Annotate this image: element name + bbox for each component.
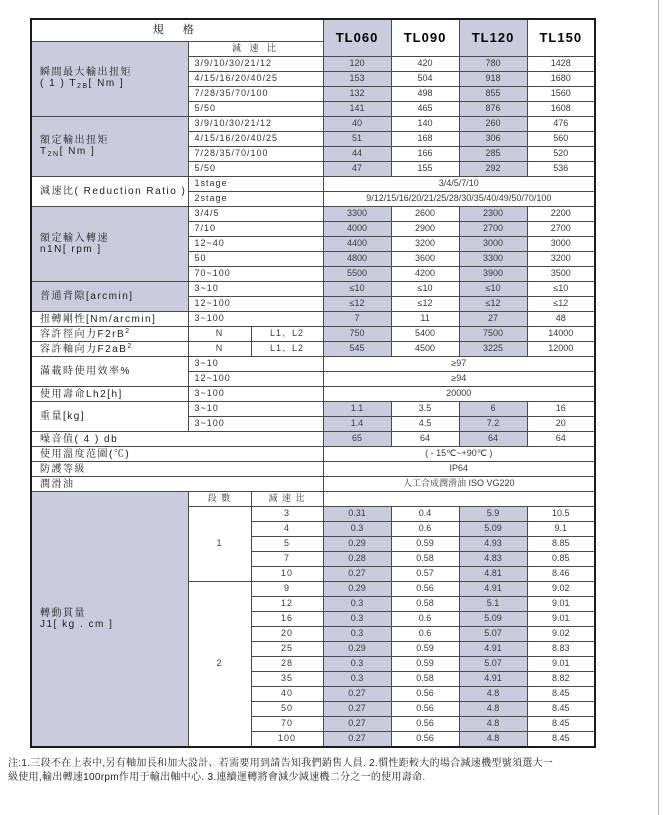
value-cell: 166 [391,147,459,162]
table-row [31,342,595,357]
value-cell: 0.6 [391,522,459,537]
value-cell: 0.27 [323,717,391,732]
value-cell: 0.6 [391,627,459,642]
empty-header-cell [323,492,595,507]
label-axial-load: 容許軸向力$F2aB^2$ [31,342,188,357]
ratio-cell: 40 [251,687,323,702]
label-inertia: 轉動貫量 J1[ kg . cm ] [31,492,188,748]
value-cell: 8.45 [527,687,595,702]
value-cell: 0.56 [391,687,459,702]
value-cell: 876 [459,102,527,117]
value-span-cell: IP64 [323,462,595,477]
ratio-range-cell: 3~100 [188,312,323,327]
value-cell: 4.81 [459,567,527,582]
value-cell: 9.02 [527,582,595,597]
footnote [8,757,658,785]
value-cell: 0.29 [323,642,391,657]
value-cell: 16 [527,402,595,417]
table-row [31,387,595,402]
ratio-col-header: 減 速 比 [251,492,323,507]
value-cell: 0.3 [323,672,391,687]
ratio-range-cell: 12~100 [188,297,323,312]
ratio-range-cell: 1stage [188,177,323,192]
value-cell: 64 [459,432,527,447]
ratio-cell: 5 [251,537,323,552]
value-cell: 5.09 [459,522,527,537]
value-cell: 4.8 [459,687,527,702]
value-cell: 120 [323,57,391,72]
value-cell: ≤10 [459,282,527,297]
spec-table [30,18,596,748]
sub-split-cell: L1、L2 [251,327,323,342]
value-cell: 5.1 [459,597,527,612]
value-cell: 168 [391,132,459,147]
spec-header-cell: 規 格 [31,19,323,42]
value-cell: 4.91 [459,672,527,687]
label-lubricant: 潤滑油 [31,477,323,492]
label-temperature: 使用溫度范圍(℃) [31,447,323,462]
stage-cell: 1 [188,507,251,582]
value-cell: 2300 [459,207,527,222]
header-row [31,19,595,42]
ratio-cell: 20 [251,627,323,642]
value-cell: 9.01 [527,612,595,627]
value-cell: 4.93 [459,537,527,552]
footnote-line: 注:1.三段不在上表中,另有軸加長和加大設計、若需要用到請告知我們銷售人員. 2.慣性距較大的場合減速機型號須選大一 [8,758,554,769]
label-radial-load: 容許徑向力$F2rB^2$ [31,327,188,342]
table-row [31,357,595,372]
value-cell: 4.91 [459,582,527,597]
value-cell: 0.56 [391,582,459,597]
model-header-tl060: TL060 [323,19,391,57]
value-cell: 65 [323,432,391,447]
ratio-cell: 28 [251,657,323,672]
value-cell: 2200 [527,207,595,222]
value-cell: 4200 [391,267,459,282]
value-cell: 4.91 [459,642,527,657]
value-cell: 6 [459,402,527,417]
value-span-cell: ( - 15℃~+90℃ ) [323,447,595,462]
sub-split-cell: N [188,342,251,357]
label-noise: 噪音值( 4 ) db [31,432,323,447]
table-row [31,117,595,132]
ratio-cell: 50 [251,702,323,717]
table-row [31,447,595,462]
value-cell: 1.1 [323,402,391,417]
table-row [31,177,595,192]
value-cell: 292 [459,162,527,177]
sub-split-cell: L1、L2 [251,342,323,357]
value-cell: 9.01 [527,657,595,672]
ratio-range-cell: 3/9/10/30/21/12 [188,117,323,132]
value-span-cell: 人工合成潤滑油 ISO VG220 [323,477,595,492]
ratio-range-cell: 3/4/5 [188,207,323,222]
label-weight: 重量[kg] [31,402,188,432]
value-cell: 306 [459,132,527,147]
ratio-range-cell: 2stage [188,192,323,207]
ratio-range-cell: 3~10 [188,282,323,297]
value-cell: 132 [323,87,391,102]
value-cell: 8.46 [527,567,595,582]
value-cell: ≤12 [527,297,595,312]
value-cell: 498 [391,87,459,102]
model-header-tl120: TL120 [459,19,527,57]
ratio-cell: 70 [251,717,323,732]
value-cell: 0.6 [391,612,459,627]
value-cell: 918 [459,72,527,87]
ratio-range-cell: 5/50 [188,162,323,177]
value-cell: 476 [527,117,595,132]
label-backlash: 普通背隙[arcmin] [31,282,188,312]
value-cell: 44 [323,147,391,162]
value-cell: ≤10 [323,282,391,297]
ratio-cell: 4 [251,522,323,537]
value-cell: 3000 [527,237,595,252]
table-row [31,432,595,447]
ratio-range-cell: 3~10 [188,402,323,417]
footnote-line: 級使用,輸出轉速100rpm作用于輸出軸中心. 3.連續運轉將會減少減速機二分之一的使用壽命. [8,772,426,783]
value-cell: 465 [391,102,459,117]
value-cell: 0.58 [391,552,459,567]
ratio-cell: 9 [251,582,323,597]
table-row [31,327,595,342]
value-cell: 141 [323,102,391,117]
ratio-cell: 12 [251,597,323,612]
value-cell: 155 [391,162,459,177]
value-cell: 64 [527,432,595,447]
value-cell: 0.58 [391,672,459,687]
value-cell: 3300 [459,252,527,267]
value-cell: 140 [391,117,459,132]
value-cell: 47 [323,162,391,177]
value-span-cell: 9/12/15/16/20/21/25/28/30/35/40/49/50/70/100 [323,192,595,207]
value-cell: 0.28 [323,552,391,567]
value-cell: 1428 [527,57,595,72]
value-cell: 1680 [527,72,595,87]
value-cell: 0.31 [323,507,391,522]
value-cell: 8.45 [527,732,595,748]
ratio-range-cell: 12~40 [188,237,323,252]
value-cell: 4.8 [459,732,527,748]
value-cell: 4.8 [459,702,527,717]
value-cell: 0.57 [391,567,459,582]
table-row [31,282,595,297]
model-header-tl090: TL090 [391,19,459,57]
ratio-cell: 35 [251,672,323,687]
value-cell: 2700 [527,222,595,237]
value-cell: 9.1 [527,522,595,537]
value-cell: 2600 [391,207,459,222]
spec-table-body [31,19,595,747]
value-cell: 750 [323,327,391,342]
value-cell: 51 [323,132,391,147]
value-cell: 3300 [323,207,391,222]
value-cell: 0.4 [391,507,459,522]
value-cell: 5400 [391,327,459,342]
value-cell: 9.01 [527,597,595,612]
value-cell: 0.29 [323,582,391,597]
value-cell: 3.5 [391,402,459,417]
value-cell: ≤12 [323,297,391,312]
ratio-range-cell: 3~100 [188,387,323,402]
ratio-range-cell: 5/50 [188,102,323,117]
value-cell: 0.29 [323,537,391,552]
value-cell: 64 [391,432,459,447]
value-cell: 1560 [527,87,595,102]
ratio-range-cell: 7/28/35/70/100 [188,147,323,162]
ratio-cell: 10 [251,567,323,582]
ratio-cell: 7 [251,552,323,567]
value-cell: 3225 [459,342,527,357]
value-cell: 545 [323,342,391,357]
value-cell: 0.3 [323,612,391,627]
sub-split-cell: N [188,327,251,342]
value-cell: 0.27 [323,687,391,702]
value-cell: 4800 [323,252,391,267]
value-cell: 40 [323,117,391,132]
value-cell: 0.59 [391,657,459,672]
ratio-range-cell: 4/15/16/20/40/25 [188,72,323,87]
value-cell: 3000 [459,237,527,252]
value-cell: 7 [323,312,391,327]
value-cell: 0.58 [391,597,459,612]
value-cell: 10.5 [527,507,595,522]
value-span-cell: ≥97 [323,357,595,372]
ratio-range-cell: 7/10 [188,222,323,237]
value-cell: 9.02 [527,627,595,642]
value-cell: 0.3 [323,627,391,642]
value-cell: ≤12 [391,297,459,312]
ratio-cell: 16 [251,612,323,627]
value-cell: 14000 [527,327,595,342]
value-cell: 0.27 [323,567,391,582]
value-cell: 5.9 [459,507,527,522]
value-span-cell: 20000 [323,387,595,402]
value-cell: 5500 [323,267,391,282]
label-torsional-stiffness: 扭轉剛性[Nm/arcmin] [31,312,188,327]
label-protection: 防護等級 [31,462,323,477]
value-cell: 504 [391,72,459,87]
value-cell: 8.45 [527,702,595,717]
ratio-range-cell: 3/9/10/30/21/12 [188,57,323,72]
value-cell: 0.3 [323,597,391,612]
value-cell: 3600 [391,252,459,267]
value-cell: 0.3 [323,522,391,537]
label-rated-output-torque: 額定輸出扭矩 $T_{2N}$[ Nm ] [31,117,188,177]
label-efficiency: 滿載時使用效率% [31,357,188,387]
label-service-life: 使用壽命Lh2[h] [31,387,188,402]
value-span-cell: ≥94 [323,372,595,387]
value-cell: 4500 [391,342,459,357]
value-cell: 3500 [527,267,595,282]
value-cell: ≤10 [527,282,595,297]
value-cell: 48 [527,312,595,327]
value-cell: 153 [323,72,391,87]
value-cell: 3900 [459,267,527,282]
value-cell: 4.83 [459,552,527,567]
value-cell: 2900 [391,222,459,237]
value-cell: 0.56 [391,732,459,748]
value-cell: 3200 [391,237,459,252]
value-cell: 5.07 [459,657,527,672]
value-cell: 0.85 [527,552,595,567]
ratio-cell: 100 [251,732,323,748]
value-cell: 2700 [459,222,527,237]
value-cell: ≤10 [391,282,459,297]
value-cell: 27 [459,312,527,327]
value-cell: 20 [527,417,595,432]
value-cell: 4.5 [391,417,459,432]
value-cell: 260 [459,117,527,132]
value-cell: 0.59 [391,642,459,657]
ratio-cell: 25 [251,642,323,657]
value-cell: 1608 [527,102,595,117]
value-cell: 285 [459,147,527,162]
table-row [31,312,595,327]
ratio-range-cell: 7/28/35/70/100 [188,87,323,102]
value-cell: 7500 [459,327,527,342]
value-cell: ≤12 [459,297,527,312]
value-cell: 560 [527,132,595,147]
table-row [31,207,595,222]
ratio-cell: 3 [251,507,323,522]
value-cell: 5.07 [459,627,527,642]
page-edge-line [658,0,659,815]
label-reduction-ratio: 減速比( Reduction Ratio ) [31,177,188,207]
value-cell: 3200 [527,252,595,267]
value-cell: 0.56 [391,702,459,717]
value-cell: 4000 [323,222,391,237]
stage-cell: 2 [188,582,251,748]
value-cell: 520 [527,147,595,162]
ratio-range-cell: 50 [188,252,323,267]
ratio-range-cell: 3~10 [188,357,323,372]
value-cell: 4.8 [459,717,527,732]
table-row [31,462,595,477]
value-cell: 8.85 [527,537,595,552]
value-cell: 8.45 [527,717,595,732]
value-cell: 12000 [527,342,595,357]
value-span-cell: 3/4/5/7/10 [323,177,595,192]
value-cell: 8.83 [527,642,595,657]
table-row [31,402,595,417]
value-cell: 0.3 [323,657,391,672]
value-cell: 8.82 [527,672,595,687]
value-cell: 0.56 [391,717,459,732]
table-row [31,492,595,507]
value-cell: 855 [459,87,527,102]
value-cell: 4400 [323,237,391,252]
ratio-range-cell: 12~100 [188,372,323,387]
ratio-subheader-cell: 減 速 比 [188,42,323,57]
ratio-range-cell: 4/15/16/20/40/25 [188,132,323,147]
value-cell: 0.27 [323,702,391,717]
value-cell: 780 [459,57,527,72]
value-cell: 420 [391,57,459,72]
value-cell: 7.2 [459,417,527,432]
value-cell: 1.4 [323,417,391,432]
table-row [31,477,595,492]
stage-col-header: 段 數 [188,492,251,507]
ratio-range-cell: 3~100 [188,417,323,432]
ratio-range-cell: 70~100 [188,267,323,282]
value-cell: 536 [527,162,595,177]
value-cell: 0.27 [323,732,391,748]
label-max-output-torque: 瞬間最大輸出扭矩 ( 1 ) $T_{2B}$[ Nm ] [31,42,188,117]
value-cell: 0.59 [391,537,459,552]
label-rated-input-speed: 額定輸入轉速 n1N[ rpm ] [31,207,188,282]
value-cell: 11 [391,312,459,327]
value-cell: 5.09 [459,612,527,627]
model-header-tl150: TL150 [527,19,595,57]
